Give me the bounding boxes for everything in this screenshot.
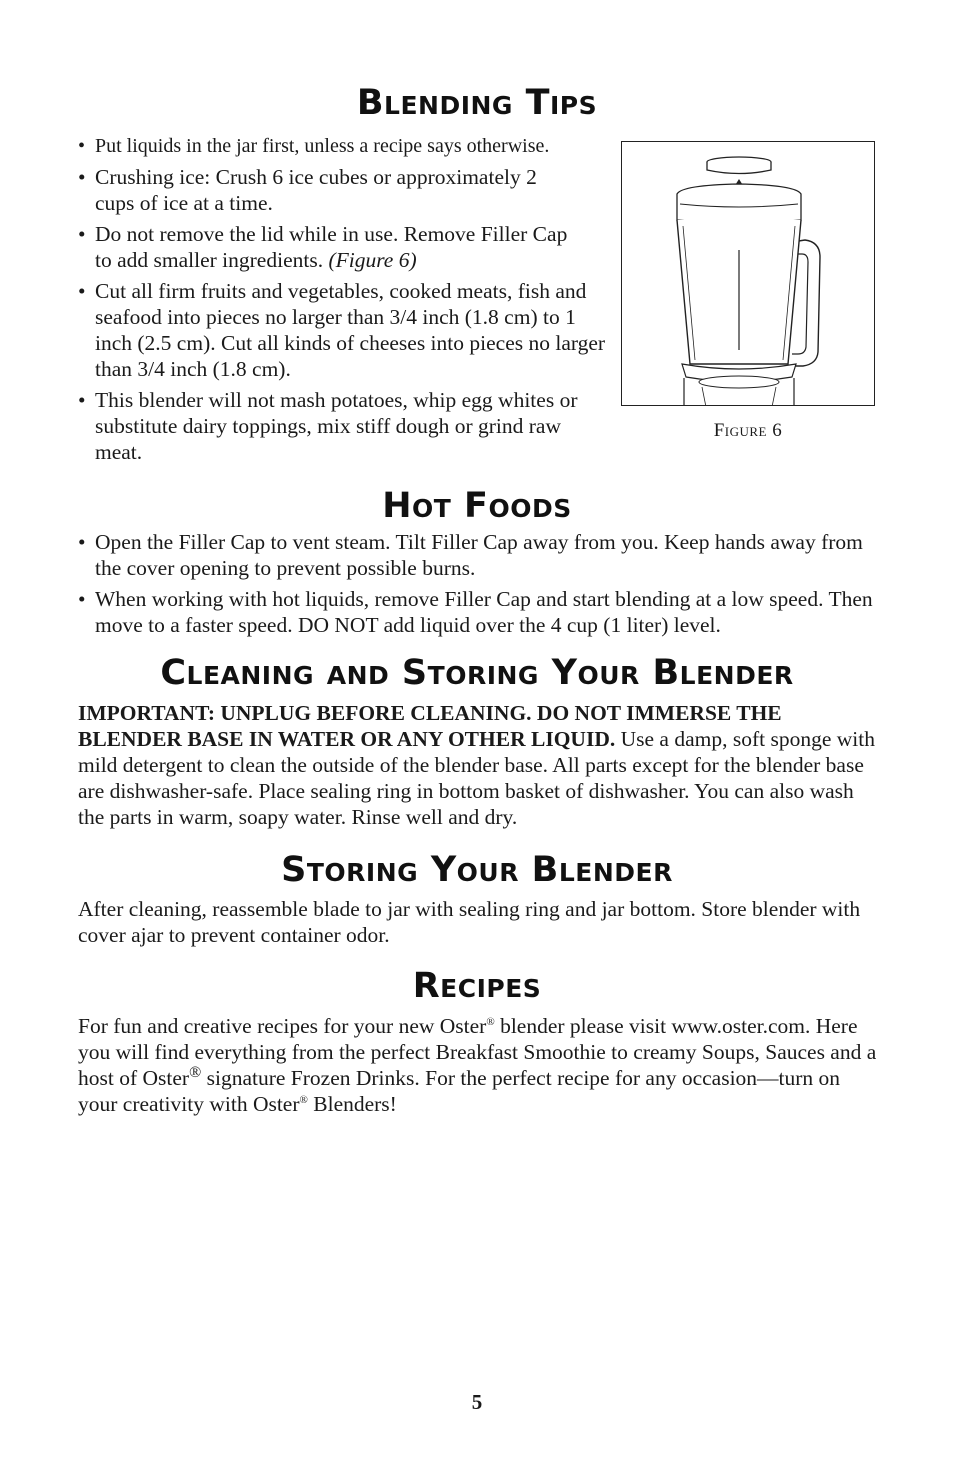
registered-mark: ® bbox=[189, 1063, 202, 1081]
registered-mark: ® bbox=[299, 1093, 308, 1106]
list-item: • When working with hot liquids, remove Filler Cap and start blending at a low speed. Then move to a faster speed. DO NOT add liquid over the 4 cup (1 liter) level. bbox=[78, 586, 878, 638]
list-item: • This blender will not mash potatoes, whip egg whites or substitute dairy toppings, mix stiff dough or grind raw meat. bbox=[78, 387, 610, 465]
cleaning-paragraph: IMPORTANT: UNPLUG BEFORE CLEANING. DO NOT IMMERSE THE BLENDER BASE IN WATER OR ANY OTHER LIQUID. Use a damp, soft sponge with mild detergent to clean the outside of the blender base. All parts except for the blender base are dishwasher-safe. Place sealing ring in bottom basket of dishwasher. You can also wash the parts in warm, soapy water. Rinse well and dry. bbox=[78, 701, 875, 829]
heading-cleaning-storing: Cleaning and Storing Your Blender bbox=[160, 653, 794, 693]
important-warning: IMPORTANT: UNPLUG BEFORE CLEANING. DO NOT IMMERSE THE BLENDER BASE IN WATER OR ANY OTHER LIQUID. bbox=[78, 701, 782, 751]
registered-mark: ® bbox=[486, 1015, 495, 1028]
heading-hot-foods: Hot Foods bbox=[382, 486, 572, 526]
heading-recipes: Recipes bbox=[412, 966, 542, 1006]
list-item: • Put liquids in the jar first, unless a recipe says otherwise. bbox=[78, 133, 610, 159]
blending-tips-list bbox=[78, 133, 610, 470]
page-number: 5 bbox=[471, 1390, 483, 1414]
heading-blending-tips: Blending Tips bbox=[356, 83, 598, 123]
list-item: • Crushing ice: Crush 6 ice cubes or approximately 2 cups of ice at a time. bbox=[78, 164, 610, 216]
list-item: • Do not remove the lid while in use. Remove Filler Cap to add smaller ingredients. (Figure 6) bbox=[78, 221, 610, 273]
recipes-paragraph: For fun and creative recipes for your new Oster® blender please visit www.oster.com. Here you will find everything from the perfect Breakfast Smoothie to creamy Soups, Sauces and a host of Oster® signature Frozen Drinks. For the perfect recipe for any occasion—turn on your creativity with Oster® Blenders! bbox=[78, 1014, 877, 1116]
figure-reference: (Figure 6) bbox=[328, 248, 417, 272]
hot-foods-list bbox=[78, 529, 878, 643]
storing-paragraph: After cleaning, reassemble blade to jar with sealing ring and jar bottom. Store blender with cover ajar to prevent container odor. bbox=[78, 897, 861, 947]
figure-6-frame bbox=[621, 141, 875, 406]
list-item: • Open the Filler Cap to vent steam. Tilt Filler Cap away from you. Keep hands away from the cover opening to prevent possible burns. bbox=[78, 529, 878, 581]
figure-caption: Figure 6 bbox=[713, 420, 783, 441]
blender-jar-illustration bbox=[622, 142, 875, 406]
heading-storing: Storing Your Blender bbox=[281, 850, 673, 890]
list-item: • Cut all firm fruits and vegetables, cooked meats, fish and seafood into pieces no larger than 3/4 inch (1.8 cm) to 1 inch (2.5 cm). Cut all kinds of cheeses into pieces no larger than 3/4 inch (1.8 cm). bbox=[78, 278, 610, 382]
